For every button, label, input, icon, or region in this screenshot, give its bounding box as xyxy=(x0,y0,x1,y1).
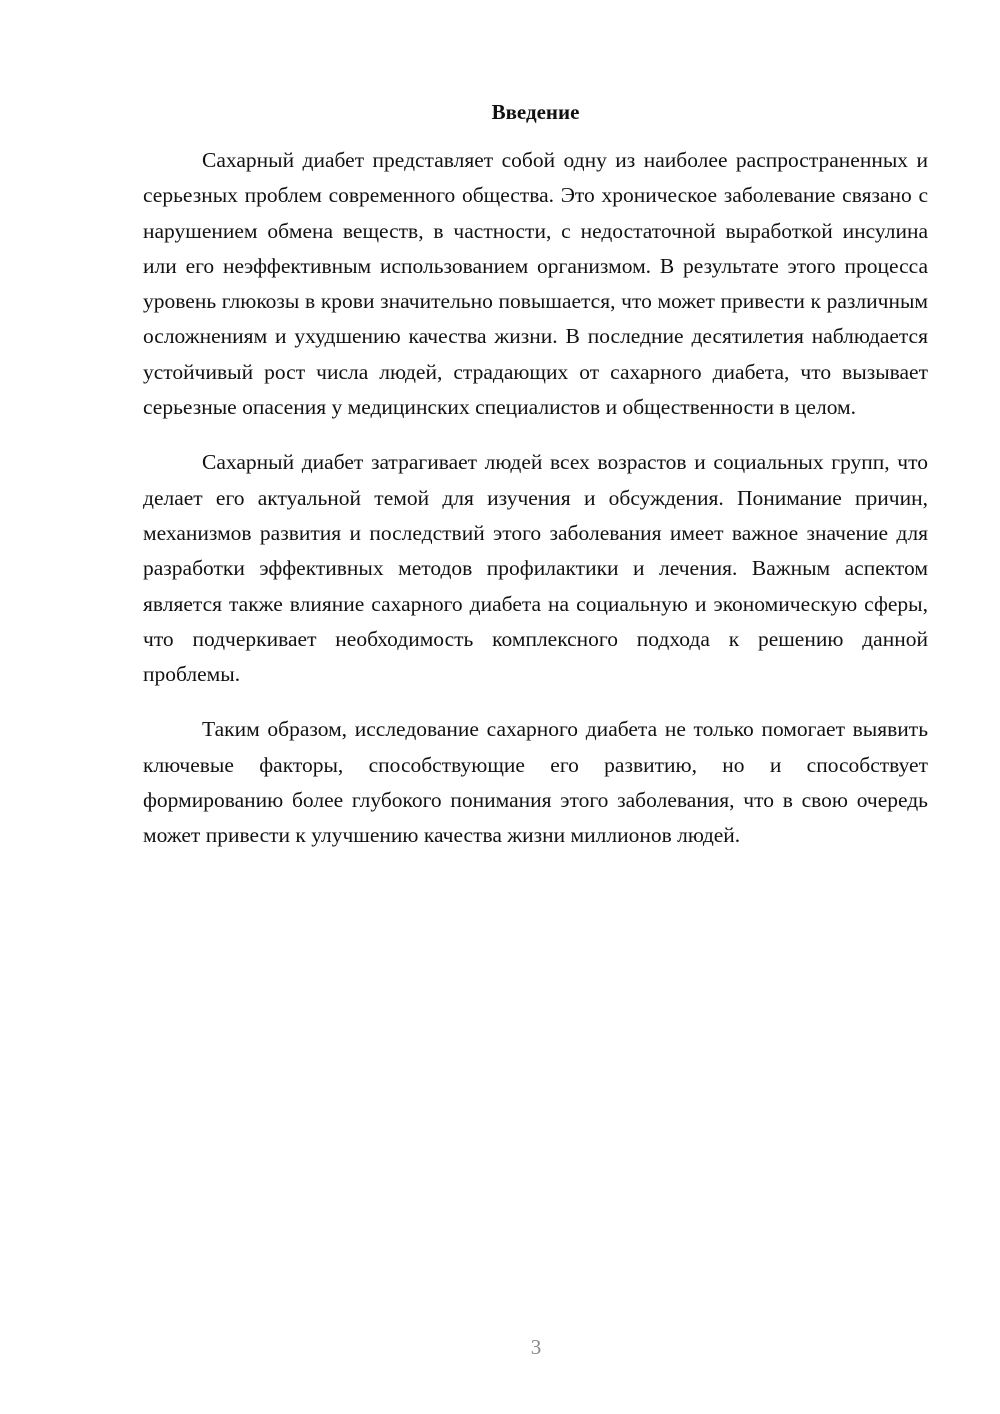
paragraph-1: Сахарный диабет представляет собой одну из наиболее распространенных и серьезных проблем современного общества. Это хроническое заболевание связано с нарушением обмена веществ, в частности, с недостаточной выработкой инсулина или его неэффективным использованием организмом. В результате этого процесса уровень глюкозы в крови значительно повышается, что может привести к различным осложнениям и ухудшению качества жизни. В последние десятилетия наблюдается устойчивый рост числа людей, страдающих от сахарного диабета, что вызывает серьезные опасения у медицинских специалистов и общественности в целом. xyxy=(143,148,928,420)
body-text xyxy=(143,143,928,874)
paragraph-3: Таким образом, исследование сахарного диабета не только помогает выявить ключевые факторы, способствующие его развитию, но и способствует формированию более глубокого понимания этого заболевания, что в свою очередь может привести к улучшению качества жизни миллионов людей. xyxy=(143,717,928,848)
page-number-container xyxy=(0,1334,1000,1360)
page-title: Введение xyxy=(491,100,580,124)
page-number: 3 xyxy=(530,1335,542,1359)
paragraph-2: Сахарный диабет затрагивает людей всех возрастов и социальных групп, что делает его актуальной темой для изучения и обсуждения. Понимание причин, механизмов развития и последствий этого заболевания имеет важное значение для разработки эффективных методов профилактики и лечения. Важным аспектом является также влияние сахарного диабета на социальную и экономическую сферы, что подчеркивает необходимость комплексного подхода к решению данной проблемы. xyxy=(143,450,928,687)
